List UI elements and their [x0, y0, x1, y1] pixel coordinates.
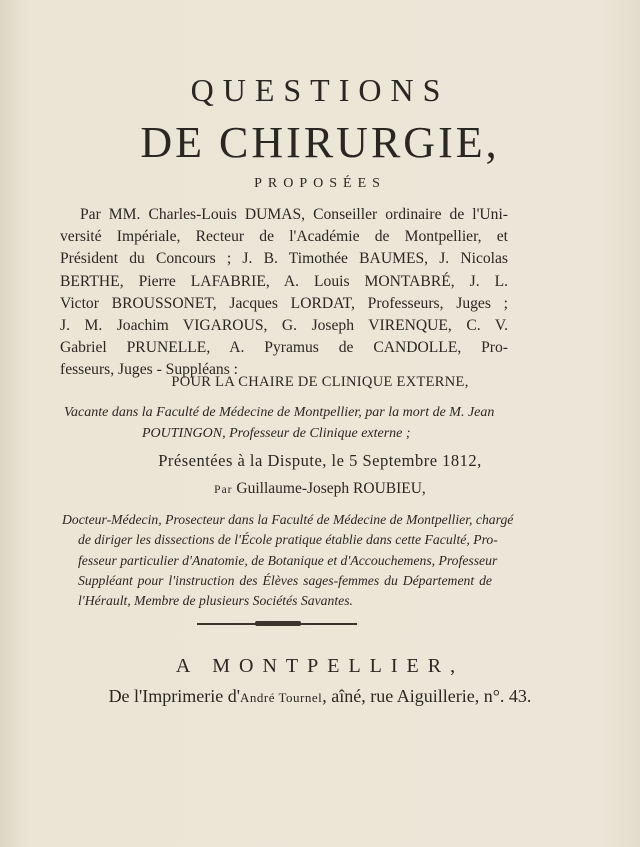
authors-paragraph [60, 204, 508, 382]
candidate-line [0, 480, 640, 498]
presentees-line: Présentées à la Dispute, le 5 Septembre 1812, [158, 451, 482, 470]
chaire-heading: POUR LA CHAIRE DE CLINIQUE EXTERNE, [171, 374, 469, 390]
subtitle-proposees: PROPOSÉES [254, 176, 386, 191]
ornamental-rule-center [255, 621, 301, 626]
authors-line: Gabriel PRUNELLE, A. Pyramus de CANDOLLE, Pro- [60, 339, 508, 357]
titles-line: fesseur particulier d'Anatomie, de Botanique et d'Accouchemens, Professeur [78, 552, 498, 568]
authors-line: BERTHE, Pierre LAFABRIE, A. Louis MONTABRÉ, J. L. [60, 272, 508, 290]
authors-line: Par MM. Charles-Louis DUMAS, Conseiller ordinaire de l'Uni- [80, 206, 508, 223]
authors-line: J. M. Joachim VIGAROUS, G. Joseph VIRENQUE, C. V. [60, 317, 508, 335]
par-prefix: Par [214, 484, 233, 496]
titles-line: de diriger les dissections de l'École pratique établie dans cette Faculté, Pro- [78, 532, 498, 548]
vacante-line: POUTINGON, Professeur de Clinique externe ; [142, 426, 411, 441]
title-de-chirurgie: DE CHIRURGIE, [140, 118, 500, 167]
authors-line: Victor BROUSSONET, Jacques LORDAT, Professeurs, Juges ; [60, 294, 508, 312]
imprint-prefix: De l'Imprimerie d' [108, 686, 241, 706]
imprint-city: A MONTPELLIER, [175, 655, 465, 677]
authors-line: versité Impériale, Recteur de l'Académie de Montpellier, et [60, 228, 508, 246]
imprint-printer-name: André Tournel [240, 690, 323, 705]
vacante-paragraph [64, 402, 504, 444]
imprint-suffix: , aîné, rue Aiguillerie, n°. 43. [322, 686, 532, 706]
authors-line: Président du Concours ; J. B. Timothée BAUMES, J. Nicolas [60, 250, 508, 268]
titles-line: Suppléant pour l'instruction des Élèves sages-femmes du Département de [78, 572, 492, 588]
imprint-line [0, 686, 640, 707]
candidate-titles [62, 510, 514, 611]
vacante-line: Vacante dans la Faculté de Médecine de Montpellier, par la mort de M. Jean [64, 405, 495, 420]
titles-line: Docteur-Médecin, Prosecteur dans la Faculté de Médecine de Montpellier, chargé [62, 512, 514, 527]
titles-line: l'Hérault, Membre de plusieurs Sociétés Savantes. [78, 593, 353, 609]
authors-line: fesseurs, Juges - Suppléans : [60, 361, 239, 379]
candidate-name: Guillaume-Joseph ROUBIEU, [236, 480, 426, 497]
title-questions: QUESTIONS [190, 72, 450, 108]
